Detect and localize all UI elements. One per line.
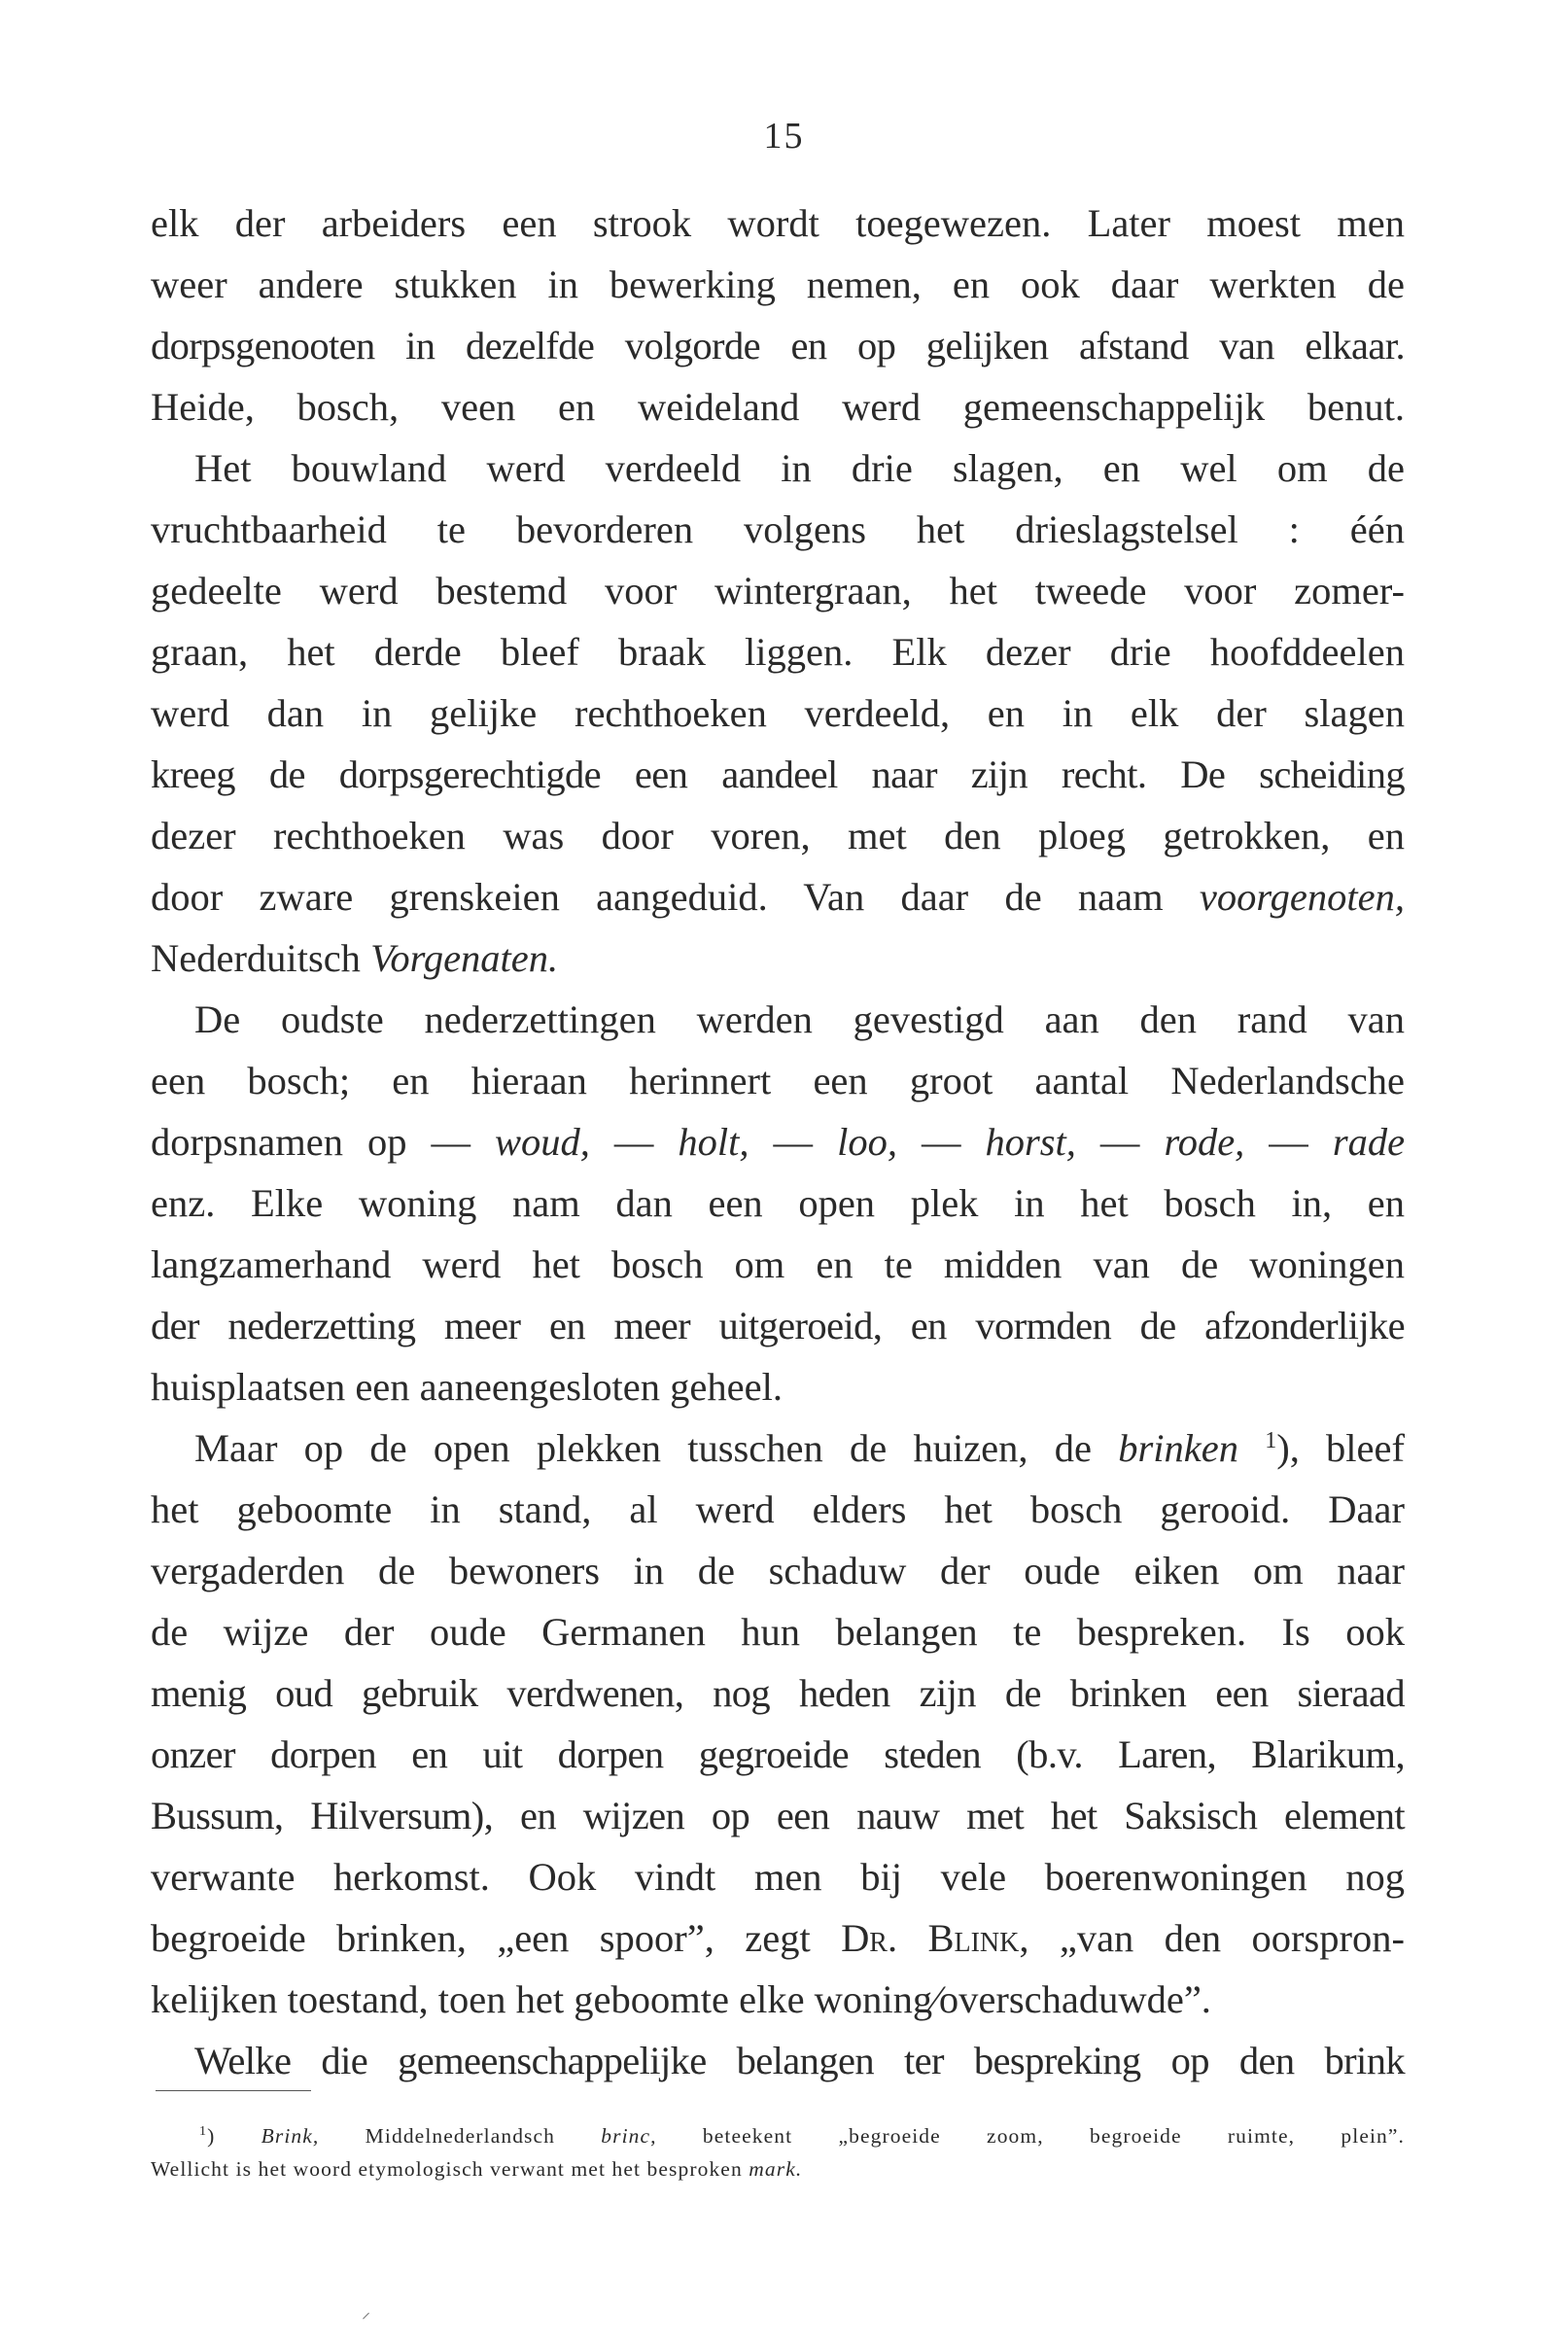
text-line: elk der arbeiders een strook wordt toegewezen. Later moest men — [151, 201, 1405, 245]
text-line: De oudste nederzettingen werden gevestigd aan den rand van — [194, 997, 1405, 1041]
text-line: vergaderden de bewoners in de schaduw der oude eiken om naar — [151, 1549, 1405, 1592]
text-line: Welke die gemeenschappelijke belangen ter bespreking op den brink — [194, 2039, 1405, 2082]
italic-term: brinc, — [601, 2124, 657, 2148]
text-run: door zware grenskeien aangeduid. Van daar de naam — [151, 875, 1200, 919]
text-line: kelijken toestand, toen het geboomte elke woning⁄overschaduwde”. — [151, 1977, 1211, 2021]
footnote-divider — [156, 2090, 311, 2091]
text-run: — — [589, 1120, 679, 1164]
text-line: verwante herkomst. Ook vindt men bij vele boerenwoningen nog — [151, 1855, 1405, 1899]
text-line: een bosch; en hieraan herinnert een groot aantal Nederlandsche — [151, 1059, 1405, 1102]
text-run: Maar op de open plekken tusschen de huizen, de — [194, 1426, 1119, 1470]
text-line: werd dan in gelijke rechthoeken verdeeld, en in elk der slagen — [151, 691, 1405, 735]
footnote — [151, 2119, 1405, 2185]
text-run: — — [749, 1120, 838, 1164]
italic-term: rade — [1332, 1120, 1406, 1164]
italic-term: mark. — [749, 2157, 803, 2181]
text-run: Wellicht is het woord etymologisch verwant met het besproken — [151, 2157, 749, 2181]
text-line — [151, 1907, 1405, 1969]
text-line: Bussum, Hilversum), en wijzen op een nauw met het Saksisch element — [151, 1794, 1405, 1837]
text-run: begroeide brinken, „een spoor”, zegt — [151, 1916, 842, 1960]
page-number: 15 — [763, 116, 805, 157]
text-run: — — [1075, 1120, 1165, 1164]
text-run: — — [1244, 1120, 1333, 1164]
text-line: dezer rechthoeken was door voren, met den ploeg getrokken, en — [151, 814, 1405, 857]
text-run: beteekent „begroeide zoom, begroeide ruimte, plein”. — [656, 2124, 1405, 2148]
text-run: ) — [207, 2124, 261, 2148]
italic-term: horst, — [985, 1120, 1076, 1164]
footnote-marker: 1 — [199, 2124, 208, 2139]
text-line — [151, 927, 1405, 989]
text-line: enz. Elke woning nam dan een open plek in het bosch in, en — [151, 1181, 1405, 1225]
italic-term: voorgenoten, — [1199, 875, 1405, 919]
text-line: gedeelte werd bestemd voor wintergraan, het tweede voor zomer- — [151, 569, 1405, 612]
text-line — [151, 1111, 1405, 1172]
author-name: Dr. Blink — [841, 1916, 1020, 1960]
ink-mark: ⸝ — [362, 2302, 370, 2322]
text-line: dorpsgenooten in dezelfde volgorde en op gelijken afstand van elkaar. — [151, 324, 1405, 367]
footnote-line — [151, 2119, 1405, 2152]
text-line: het geboomte in stand, al werd elders het bosch gerooid. Daar — [151, 1487, 1405, 1531]
text-line: vruchtbaarheid te bevorderen volgens het drieslagstelsel : één — [151, 507, 1405, 551]
text-line: der nederzetting meer en meer uitgeroeid, en vormden de afzonderlijke — [151, 1304, 1405, 1347]
text-line: Heide, bosch, veen en weideland werd gemeenschappelijk benut. — [151, 385, 1405, 429]
text-line: menig oud gebruik verdwenen, nog heden zijn de brinken een sieraad — [151, 1671, 1405, 1715]
text-line: de wijze der oude Germanen hun belangen te bespreken. Is ook — [151, 1610, 1405, 1654]
footnote-reference: 1 — [1265, 1428, 1277, 1453]
text-run: Nederduitsch — [151, 936, 371, 980]
text-line: weer andere stukken in bewerking nemen, en ook daar werkten de — [151, 262, 1405, 306]
main-text — [151, 192, 1405, 2091]
text-line: graan, het derde bleef braak liggen. Elk dezer drie hoofddeelen — [151, 630, 1405, 674]
text-line — [151, 866, 1405, 927]
text-line: huisplaatsen een aaneengesloten geheel. — [151, 1365, 783, 1409]
italic-term: brinken — [1118, 1426, 1238, 1470]
text-line: langzamerhand werd het bosch om en te midden van de woningen — [151, 1242, 1405, 1286]
italic-term: rode, — [1164, 1120, 1245, 1164]
text-run: dorpsnamen op — — [151, 1120, 495, 1164]
text-run: — — [896, 1120, 986, 1164]
italic-term: Brink, — [261, 2124, 320, 2148]
text-run: ), bleef — [1276, 1426, 1405, 1470]
italic-term: woud, — [494, 1120, 590, 1164]
italic-term: loo, — [837, 1120, 897, 1164]
text-line: Het bouwland werd verdeeld in drie slagen, en wel om de — [194, 446, 1405, 490]
italic-term: Vorgenaten. — [370, 936, 559, 980]
text-run: , „van den oorspron- — [1019, 1916, 1405, 1960]
text-line — [151, 1417, 1405, 1479]
italic-term: holt, — [678, 1120, 749, 1164]
footnote-line — [151, 2152, 1405, 2185]
text-run: Middelnederlandsch — [319, 2124, 602, 2148]
text-line: onzer dorpen en uit dorpen gegroeide steden (b.v. Laren, Blarikum, — [151, 1732, 1405, 1776]
text-line: kreeg de dorpsgerechtigde een aandeel naar zijn recht. De scheiding — [151, 752, 1405, 796]
